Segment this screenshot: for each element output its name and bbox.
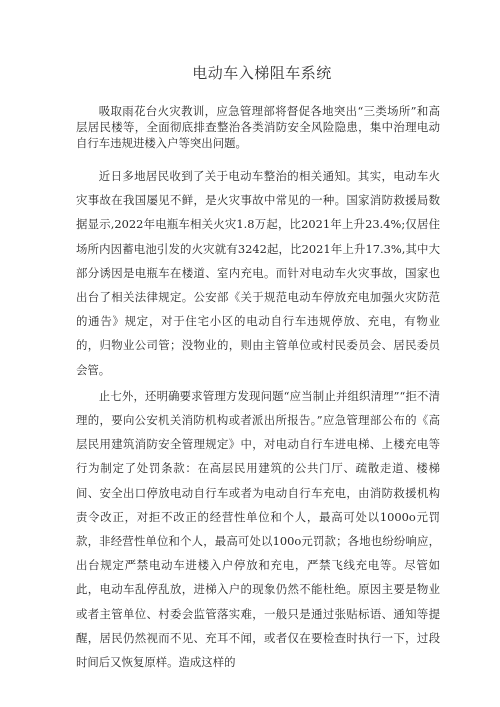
body-paragraph-1: 近日多地居民收到了关于电动车整治的相关通知。其实，电动车火灾事故在我国屡见不鲜，是火灾事故中常见的一种。国家消防救援局数据显示,2022年电瓶车相关火灾1.8万起，比2021年上升23.4%;仅居住场所内因蓄电池引发的火灾就有3242起，比2021年上升17.3%,其中大部分诱因是电瓶车在楼道、室内充电。而针对电动车火灾事故，国家也出台了相关法律规定。公安部《关于规范电动车停放充电加强火灾防范的通告》规定，对于住宅小区的电动自行车违规停放、充电，有物业的，归物业公司管；没物业的，则由主管单位或村民委员会、居民委员会管。: [76, 169, 440, 377]
body-paragraph-2: 止七外，还明确要求管理方发现问题“应当制止并组织清理”“拒不清理的，要向公安机关消防机构或者派出所报告。”应急管理部公布的《高层民用建筑消防安全管理规定》中，对电动自行车进电梯、上楼充电等行为制定了处罚条款：在高层民用建筑的公共门厅、疏散走道、楼梯间、安全出口停放电动自行车或者为电动自行车充电，由消防救援机构责令改正，对拒不改正的经营性单位和个人，最高可处以1000o元罚款，非经营性单位和个人，最高可处以100o元罚款；各地也纷纷响应，出台规定严禁电动车进楼入户停放和充电，严禁飞线充电等。尽管如此，电动车乱停乱放，进梯入户的现象仍然不能杜绝。原因主要是物业或者主管单位、村委会监管落实难，一般只是通过张贴标语、通知等提醒，居民仍然视而不见、充耳不闻，或者仅在要检查时执行一下，过段时间后又恢复原样。造成这样的: [76, 388, 440, 670]
lead-paragraph: 吸取雨花台火灾教训，应急管理部将督促各地突出“三类场所”和高层居民楼等，全面彻底排查整治各类消防安全风险隐患，集中治理电动自行车违规进楼入户等突出问题。: [76, 104, 440, 150]
document-title: 电动车入梯阻车系统: [192, 64, 332, 82]
